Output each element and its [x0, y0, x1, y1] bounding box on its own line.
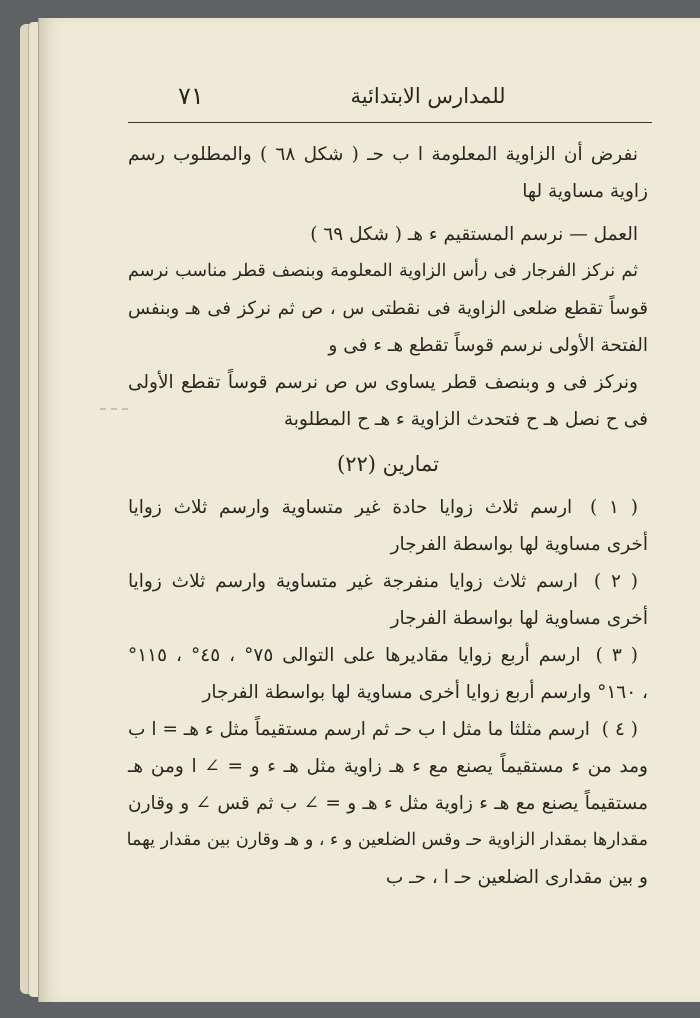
text-line: ثم نركز الفرجار فى رأس الزاوية المعلومة وبنصف قطر مناسب نرسم [128, 261, 638, 281]
exercises-heading: تمارين (٢٢) [337, 452, 439, 476]
header-rule [128, 122, 652, 123]
exercise-item-1 [128, 489, 648, 563]
text-line: فى ح نصل هـ ح فتحدث الزاوية ء هـ ح المطلوبة [283, 409, 648, 430]
paragraph-assumption [128, 136, 648, 210]
text-line [128, 637, 648, 674]
text-line [128, 489, 648, 526]
exercise-number: ( ١ ) [589, 497, 638, 518]
text-line [128, 711, 648, 748]
exercise-number: ( ٤ ) [601, 719, 639, 740]
exercise-text: ارسم ثلاث زوايا حادة غير متساوية وارسم ثلاث زوايا [128, 497, 573, 518]
page-header [128, 82, 648, 120]
text-line: مستقيماً يصنع مع هـ ء زاوية مثل ء هـ و = ∠ ب ثم قس ∠ و وقارن [128, 793, 648, 814]
exercise-number: ( ٢ ) [593, 571, 638, 592]
running-title: للمدارس الابتدائية [350, 84, 506, 108]
exercise-text: ارسم أربع زوايا مقاديرها على التوالى ٧٥° ، ٤٥° ، ١١٥° [128, 645, 581, 666]
text-line: الفتحة الأولى نرسم قوساً تقطع هـ ء فى و [328, 335, 648, 356]
exercise-number: ( ٣ ) [595, 645, 638, 666]
work-label-line: العمل — نرسم المستقيم ء هـ ( شكل ٦٩ ) [310, 224, 638, 245]
paragraph-construction [128, 253, 648, 364]
text-line: و بين مقدارى الضلعين حـ ا ، حـ ب [385, 867, 648, 888]
text-line: نفرض أن الزاوية المعلومة ا ب حـ ( شكل ٦٨ ) والمطلوب رسم [128, 144, 638, 165]
text-line: ، ١٦٠° وارسم أربع زوايا أخرى مساوية لها بواسطة الفرجار [202, 682, 648, 703]
text-line: زاوية مساوية لها [522, 181, 648, 202]
exercise-item-4 [128, 711, 648, 896]
text-line [128, 563, 648, 600]
text-line: ومد من ء مستقيماً يصنع مع ء هـ زاوية مثل هـ ء و = ∠ ا ومن هـ [128, 756, 648, 777]
text-line: مقدارها بمقدار الزاوية حـ وقس الضلعين و ء ، و هـ وقارن بين مقدار يهما [126, 830, 648, 850]
text-line: أخرى مساوية لها بواسطة الفرجار [390, 534, 648, 555]
text-line: أخرى مساوية لها بواسطة الفرجار [390, 608, 648, 629]
exercise-text: ارسم ثلاث زوايا منفرجة غير متساوية وارسم ثلاث زوايا [128, 571, 578, 592]
paragraph-completion [128, 364, 648, 438]
page-number: ٧١ [178, 82, 204, 110]
text-line: ونركز فى و وبنصف قطر يساوى س ص نرسم قوساً تقطع الأولى [128, 372, 638, 393]
exercise-text: ارسم مثلثا ما مثل ا ب حـ ثم ارسم مستقيماً مثل ء هـ = ا ب [128, 719, 590, 740]
margin-mark [100, 408, 128, 410]
exercise-item-2 [128, 563, 648, 637]
text-line: قوساً تقطع ضلعى الزاوية فى نقطتى س ، ص ثم نركز فى هـ وبنفس [128, 298, 648, 319]
page-body [128, 136, 648, 896]
paragraph-work [128, 216, 648, 253]
exercise-item-3 [128, 637, 648, 711]
